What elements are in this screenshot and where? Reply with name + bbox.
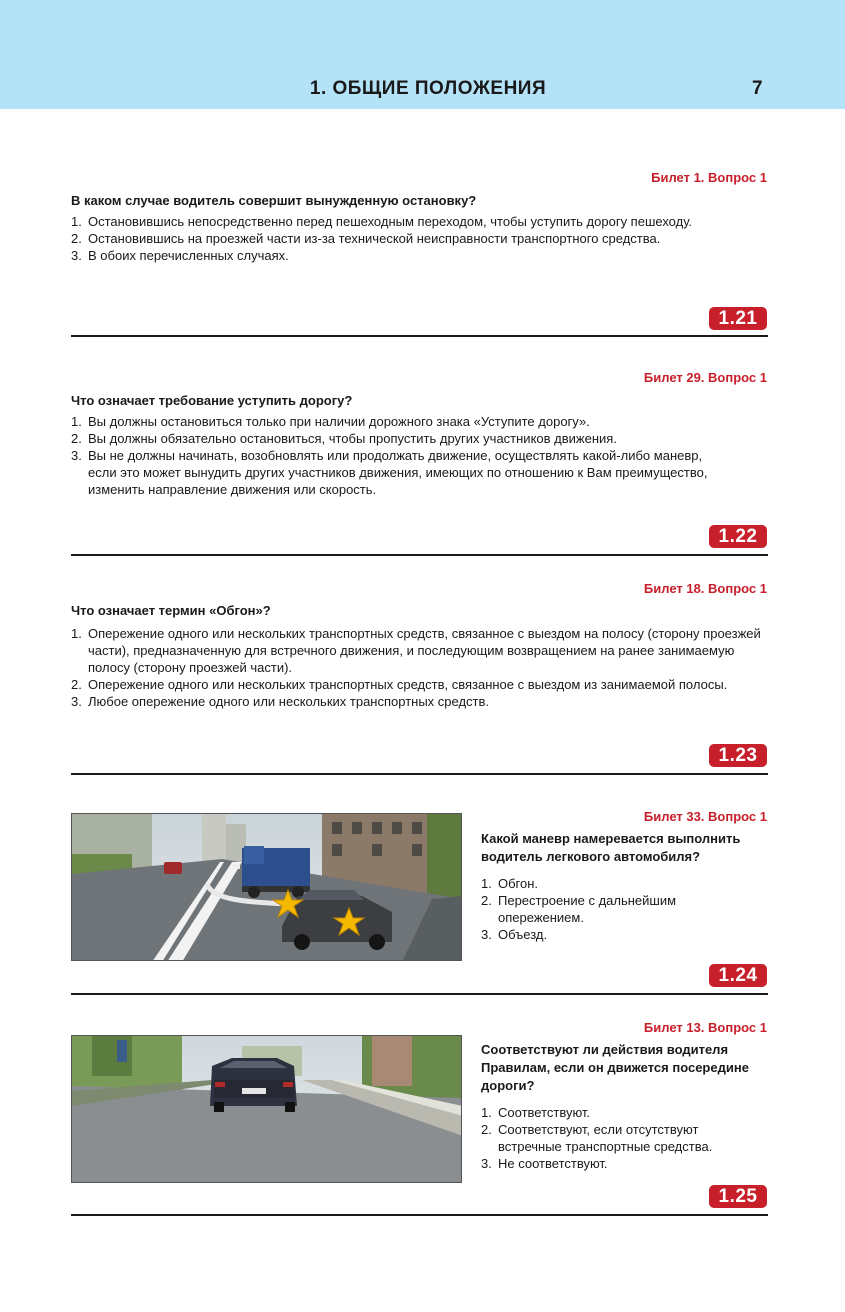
answer-option[interactable]: 3. Объезд. bbox=[481, 927, 548, 942]
road-scene-illustration bbox=[72, 814, 462, 961]
answer-option[interactable]: 1. Остановившись непосредственно перед пешеходным переходом, чтобы уступить дорогу пешеходу. bbox=[71, 214, 693, 229]
road-photo-center-driving bbox=[71, 1035, 462, 1183]
answer-option[interactable]: 2. Перестроение с дальнейшим опережением. bbox=[481, 893, 677, 925]
section-divider bbox=[71, 1214, 768, 1216]
section-divider bbox=[71, 554, 768, 556]
answer-option[interactable]: 1. Обгон. bbox=[481, 876, 539, 891]
ticket-label: Билет 1. Вопрос 1 bbox=[651, 170, 767, 185]
question-number-badge: 1.24 bbox=[709, 964, 767, 987]
question-number-badge: 1.22 bbox=[709, 525, 767, 548]
answer-option[interactable]: 3. В обоих перечисленных случаях. bbox=[71, 248, 289, 263]
question-text: Что означает требование уступить дорогу? bbox=[71, 393, 353, 408]
answer-list bbox=[71, 213, 768, 264]
answer-option[interactable]: 2. Соответствуют, если отсутствуют встречные транспортные средства. bbox=[481, 1122, 713, 1154]
question-text: Какой маневр намеревается выполнить водитель легкового автомобиля? bbox=[481, 831, 741, 864]
chapter-title: 1. ОБЩИЕ ПОЛОЖЕНИЯ bbox=[309, 78, 547, 99]
page-header bbox=[0, 0, 845, 109]
road-photo-overtaking bbox=[71, 813, 462, 961]
question-text: Соответствуют ли действия водителя Правилам, если он движется посередине дороги? bbox=[481, 1042, 749, 1093]
answer-option[interactable]: 3. Вы не должны начинать, возобновлять или продолжать движение, осуществлять какой-либо маневр, если это может вынудить других участников движения, имеющих по отношению к Вам преимущество, изменить направление движения или скорость. bbox=[71, 448, 708, 497]
answer-option[interactable]: 2. Опережение одного или нескольких транспортных средств, связанное с выездом из занимаемой полосы. bbox=[71, 677, 728, 692]
road-scene-illustration bbox=[72, 1036, 462, 1183]
question-text: Что означает термин «Обгон»? bbox=[71, 603, 271, 618]
answer-list bbox=[71, 625, 768, 710]
question-number-badge: 1.25 bbox=[709, 1185, 767, 1208]
answer-option[interactable]: 3. Не соответствуют. bbox=[481, 1156, 608, 1171]
answer-option[interactable]: 3. Любое опережение одного или нескольких транспортных средств. bbox=[71, 694, 490, 709]
answer-option[interactable]: 1. Опережение одного или нескольких транспортных средств, связанное с выездом на полосу (сторону проезжей части), предназначенную для встречного движения, и последующим возвращением на ранее занимаемую полосу (сторону проезжей части). bbox=[71, 626, 761, 675]
ticket-label: Билет 33. Вопрос 1 bbox=[643, 809, 767, 824]
answer-option[interactable]: 1. Вы должны остановиться только при наличии дорожного знака «Уступите дорогу». bbox=[71, 414, 590, 429]
ticket-label: Билет 18. Вопрос 1 bbox=[643, 581, 767, 596]
answer-list bbox=[71, 413, 761, 498]
answer-option[interactable]: 2. Остановившись на проезжей части из-за технической неисправности транспортного средства. bbox=[71, 231, 661, 246]
answer-list bbox=[481, 1104, 741, 1172]
ticket-label: Билет 29. Вопрос 1 bbox=[643, 370, 767, 385]
section-divider bbox=[71, 773, 768, 775]
page-number: 7 bbox=[752, 78, 763, 99]
question-number-badge: 1.23 bbox=[709, 744, 767, 767]
answer-option[interactable]: 1. Соответствуют. bbox=[481, 1105, 591, 1120]
section-divider bbox=[71, 335, 768, 337]
question-number-badge: 1.21 bbox=[709, 307, 767, 330]
answer-list bbox=[481, 875, 721, 943]
ticket-label: Билет 13. Вопрос 1 bbox=[643, 1020, 767, 1035]
question-text: В каком случае водитель совершит вынужденную остановку? bbox=[71, 193, 477, 208]
section-divider bbox=[71, 993, 768, 995]
answer-option[interactable]: 2. Вы должны обязательно остановиться, чтобы пропустить других участников движения. bbox=[71, 431, 617, 446]
